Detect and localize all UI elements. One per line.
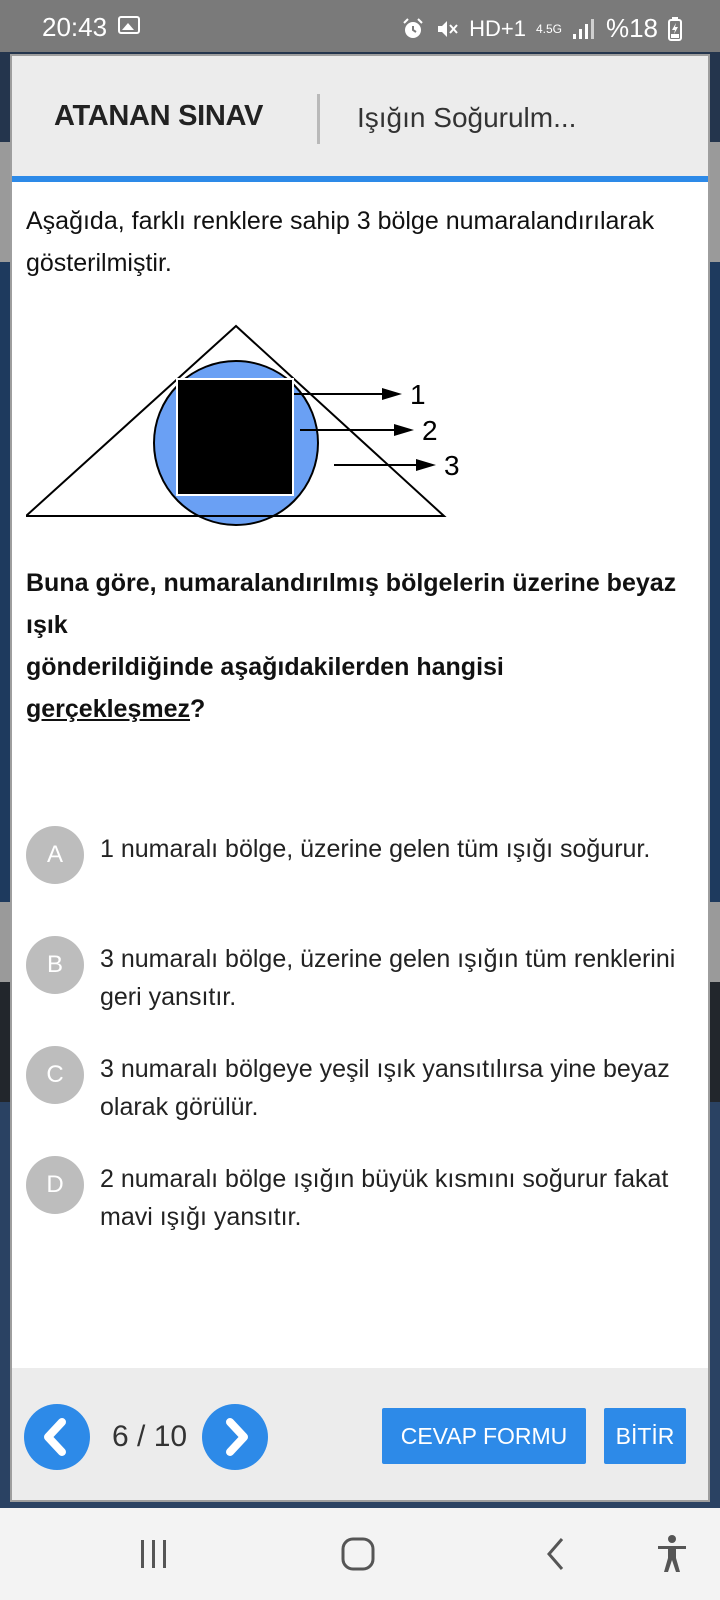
alarm-icon	[401, 17, 425, 41]
page-current: 6	[112, 1420, 129, 1453]
page-indicator	[112, 1420, 187, 1454]
system-nav-bar	[0, 1508, 720, 1600]
exam-dialog	[10, 54, 710, 1502]
arrow-1-head	[382, 388, 402, 400]
gallery-icon	[118, 16, 140, 34]
arrow-3-head	[416, 459, 436, 471]
option-c[interactable]	[26, 1036, 696, 1126]
region-figure	[26, 318, 466, 528]
status-bar	[0, 0, 720, 52]
figure-label-1: 1	[410, 379, 426, 410]
page-total: 10	[153, 1420, 188, 1453]
exam-subtitle: Işığın Soğurulm...	[357, 102, 577, 133]
question-stem-line-1: Buna göre, numaralandırılmış bölgelerin üzerine beyaz ışık	[26, 569, 677, 639]
question-stem-line-3	[26, 688, 696, 730]
question-intro: Aşağıda, farklı renklere sahip 3 bölge numaralandırılarak gösterilmiştir.	[26, 207, 655, 277]
next-question-button[interactable]	[202, 1404, 268, 1470]
dialog-header	[12, 56, 708, 182]
chevron-right-icon	[202, 1404, 268, 1470]
recent-apps-icon[interactable]	[138, 1538, 170, 1570]
signal-icon	[572, 18, 596, 40]
option-c-badge[interactable]: C	[26, 1046, 84, 1104]
question-stem-line-2: gönderildiğinde aşağıdakilerden hangisi	[26, 653, 504, 681]
accessibility-icon[interactable]	[656, 1534, 688, 1574]
option-b-badge[interactable]: B	[26, 936, 84, 994]
option-d-badge[interactable]: D	[26, 1156, 84, 1214]
battery-percent: %18	[605, 13, 658, 43]
option-a-badge[interactable]: A	[26, 826, 84, 884]
option-a-text[interactable]: 1 numaralı bölge, üzerine gelen tüm ışığı soğurur.	[100, 835, 651, 863]
header-divider	[317, 94, 320, 144]
figure-label-2: 2	[422, 415, 438, 446]
battery-charging-icon	[668, 17, 682, 41]
status-icons	[401, 13, 682, 44]
arrow-2-head	[394, 424, 414, 436]
network-gen-label: 4.5G	[535, 21, 562, 36]
question-content	[12, 188, 708, 1364]
network-label: HD+1	[469, 15, 526, 41]
question-stem	[26, 562, 696, 730]
question-stem-end: ?	[190, 695, 206, 723]
status-time: 20:43	[42, 12, 108, 42]
option-d[interactable]	[26, 1146, 696, 1236]
question-stem-underlined: gerçekleşmez	[26, 695, 191, 723]
option-b[interactable]	[26, 926, 696, 1016]
page-separator: /	[128, 1420, 154, 1453]
finish-button[interactable]: BİTİR	[604, 1408, 686, 1464]
answer-form-button[interactable]: CEVAP FORMU	[382, 1408, 586, 1464]
exam-title: ATANAN SINAV	[54, 100, 264, 132]
option-c-text[interactable]: 3 numaralı bölgeye yeşil ışık yansıtılırsa yine beyaz olarak görülür.	[100, 1055, 670, 1121]
chevron-left-icon	[24, 1404, 90, 1470]
previous-question-button[interactable]	[24, 1404, 90, 1470]
dialog-footer	[12, 1368, 708, 1500]
figure-label-3: 3	[444, 450, 460, 481]
back-icon[interactable]	[544, 1536, 568, 1572]
option-b-text[interactable]: 3 numaralı bölge, üzerine gelen ışığın tüm renklerini geri yansıtır.	[100, 945, 676, 1011]
home-icon[interactable]	[340, 1536, 376, 1572]
figure-square-region	[177, 379, 293, 495]
option-d-text[interactable]: 2 numaralı bölge ışığın büyük kısmını soğurur fakat mavi ışığı yansıtır.	[100, 1165, 669, 1231]
mute-icon	[435, 17, 459, 41]
option-a[interactable]	[26, 816, 696, 906]
